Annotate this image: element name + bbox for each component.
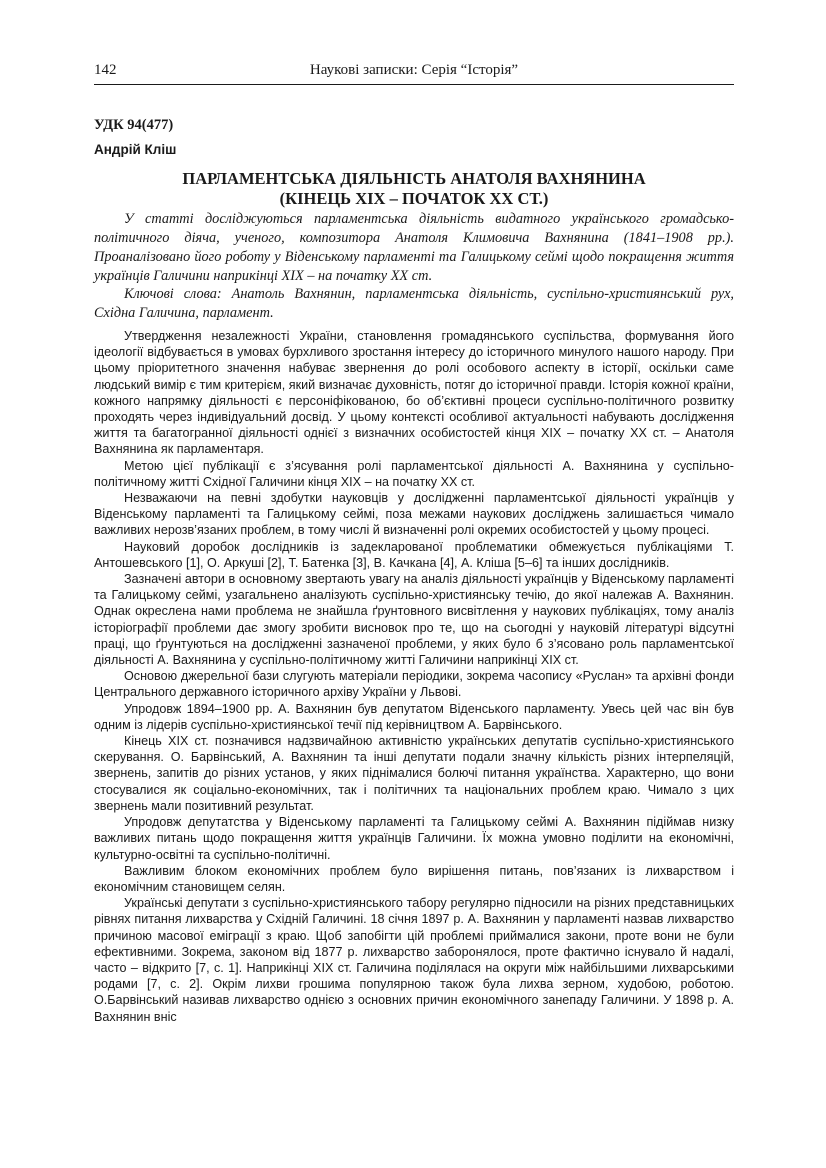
abstract: У статті досліджуються парламентська діяльність видатного українського громадсько-політичного діяча, ученого, композитора Анатоля Климовича Вахнянина (1841–1908 рр.). Проаналізовано його роботу у Віденському парламенті та Галицькому сеймі щодо покращення життя українців Галичини наприкінці ХІХ – на початку ХХ ст. xyxy=(94,211,734,284)
body-paragraph: Упродовж 1894–1900 рр. А. Вахнянин був депутатом Віденського парламенту. Увесь цей час він був одним із лідерів суспільно-християнської течії під керівництвом А. Барвінського. xyxy=(94,701,734,732)
body-paragraph: Утвердження незалежності України, становлення громадянського суспільства, формування його ідеології відбувається в умовах бурхливого зростання інтересу до історичного минулого нашого народу. При цьому пріоритетного значення набуває звернення до ролі особового аспекту в історії, оскільки саме людський вимір є тим критерієм, який визначає духовність, потяг до історичної правди. Історія кожної країни, кожного напрямку діяльності є персоніфікованою, бо об’єктивні процеси суспільно-політичного розвитку проходять через індивідуальний досвід. У цьому контексті особливої актуальності набувають дослідження життя та багатогранної діяльності однієї з визначних особистостей кінця ХІХ – початку ХХ ст. – Анатоля Вахнянина як парламентаря. xyxy=(94,329,734,457)
author-name: Андрій Кліш xyxy=(94,142,177,157)
article-title-line-1: ПАРЛАМЕНТСЬКА ДІЯЛЬНІСТЬ АНАТОЛЯ ВАХНЯНИНА xyxy=(182,169,646,188)
body-paragraph: Українські депутати з суспільно-християнського табору регулярно підносили на різних представницьких рівнях питання лихварства у Східній Галичині. 18 січня 1897 р. А. Вахнянин у парламенті назвав лихварство причиною масової еміграції з краю. Щоб запобігти цій проблемі приймалися закони, проте вони не були ефективними. Зокрема, законом від 1877 р. лихварство заборонялося, проте фактично існувало й надалі, часто – відкрито [7, с. 1]. Наприкінці ХІХ ст. Галичина поділялася на округи між найбільшими лихварськими родами [7, с. 2]. Окрім лихви грошима популярною також була лихва зерном, худобою, роботою. О.Барвінський називав лихварство однією з основних причин економічного занепаду Галичини. У 1898 р. А. Вахнянин вніс xyxy=(94,896,734,1024)
article-title xyxy=(94,169,734,209)
body-paragraph: Зазначені автори в основному звертають увагу на аналіз діяльності українців у Віденському парламенті та Галицькому сеймі, узагальнено аналізують суспільно-християнську течію, до якої належав А. Вахнянин. Однак окреслена нами проблема не знайшла ґрунтовного висвітлення у наукових публікаціях, тому аналіз історіографії проблеми дає змогу зробити висновок про те, що на сьогодні у науковій літературі відсутні праці, що ґрунтуються на дослідженні зазначеної проблеми, у яких було б з’ясовано роль парламентської діяльності А. Вахнянина у суспільно-політичному житті Галичини наприкінці ХІХ ст. xyxy=(94,572,734,668)
body-paragraph: Важливим блоком економічних проблем було вирішення питань, пов’язаних із лихварством і економічним становищем селян. xyxy=(94,863,734,894)
body-paragraph: Упродовж депутатства у Віденському парламенті та Галицькому сеймі А. Вахнянин підіймав низку важливих питань щодо покращення життя українців Галичини. Їх можна умовно поділити на економічні, культурно-освітні та суспільно-політичні. xyxy=(94,815,734,862)
running-header xyxy=(94,58,734,85)
journal-title: Наукові записки: Серія “Історія” xyxy=(309,62,519,78)
body-paragraph: Незважаючи на певні здобутки науковців у дослідженні парламентської діяльності українців у Віденському парламенті та Галицькому сеймі, поза межами наукових досліджень залишається чимало важливих нерозв’язаних проблем, в тому числі й визначенні ролі окремих особистостей у цьому процесі. xyxy=(94,491,734,538)
body-paragraph: Науковий доробок дослідників із задекларованої проблематики обмежується публікаціями Т. Антошевського [1], О. Аркуші [2], Т. Батенка [3], В. Качкана [4], А. Кліша [5–6] та інших дослідників. xyxy=(94,539,734,570)
article-body xyxy=(94,328,734,1025)
article-title-line-2: (КІНЕЦЬ ХІХ – ПОЧАТОК ХХ СТ.) xyxy=(279,189,549,208)
page-number: 142 xyxy=(94,62,117,78)
body-paragraph: Основою джерельної бази слугують матеріали періодики, зокрема часопису «Руслан» та архівні фонди Центрального державного історичного архіву України у Львові. xyxy=(94,669,734,700)
body-paragraph: Кінець ХІХ ст. позначився надзвичайною активністю українських депутатів суспільно-християнського скерування. О. Барвінський, А. Вахнянин та інші депутати подали значну кількість різних інтерпеляцій, звернень, запитів до різних установ, у яких піднімалися болючі питання українства. Характерно, що вони стосувалися як соціально-економічних, так і політичних та національних проблем краю. Чимало з цих звернень мали позитивний результат. xyxy=(94,734,734,813)
keywords: Ключові слова: Анатоль Вахнянин, парламентська діяльність, суспільно-християнський рух, Східна Галичина, парламент. xyxy=(94,286,734,321)
body-paragraph: Метою цієї публікації є з’ясування ролі парламентської діяльності А. Вахнянина у суспільно-політичному житті Східної Галичини кінця ХІХ – на початку ХХ ст. xyxy=(94,458,734,489)
udc-code: УДК 94(477) xyxy=(94,117,174,133)
